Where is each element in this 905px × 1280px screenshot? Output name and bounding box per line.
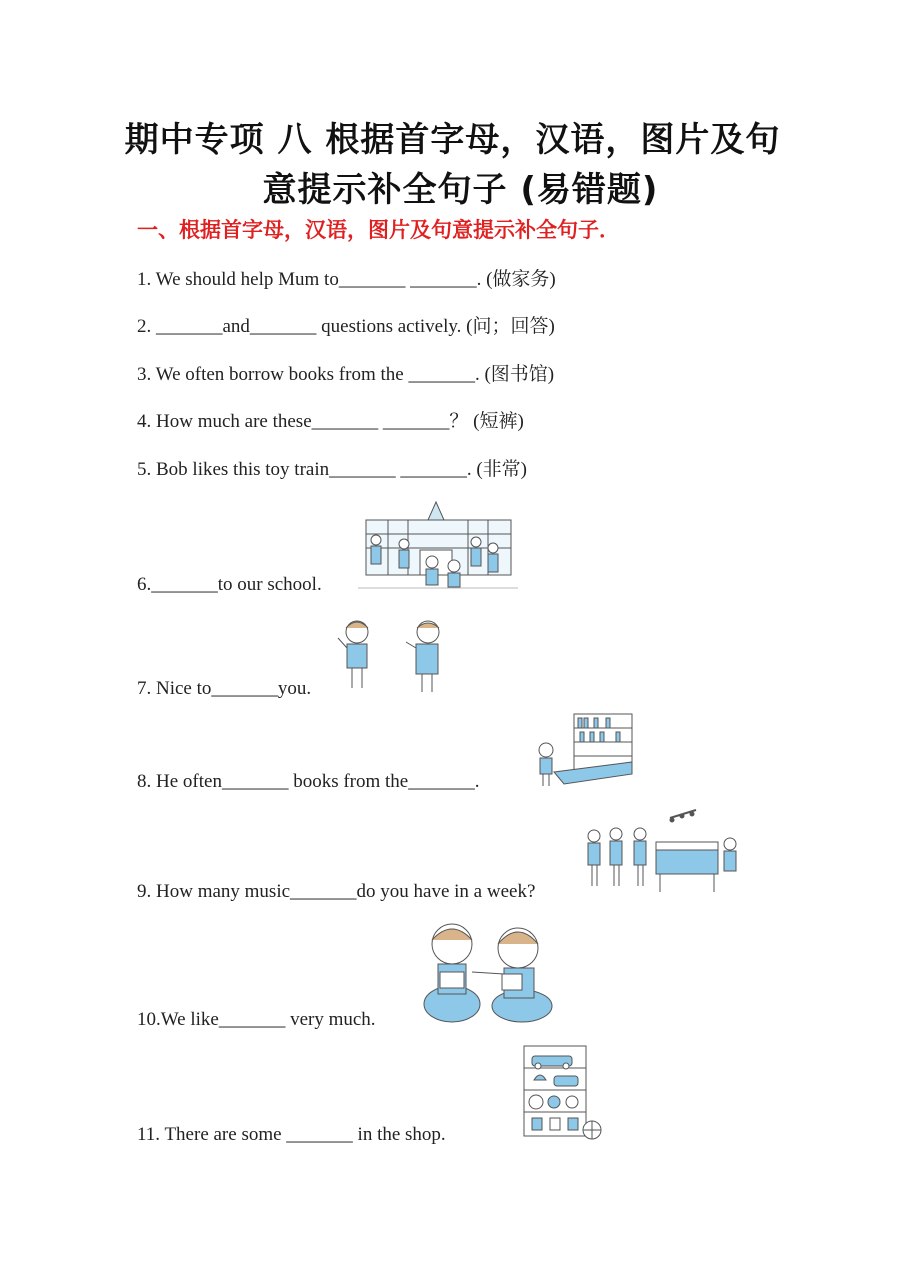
question-10: 10.We like_______ very much. bbox=[137, 1009, 376, 1030]
school-building-illustration bbox=[358, 500, 518, 592]
library-illustration bbox=[534, 710, 638, 794]
worksheet-title-line-1: 期中专项 八 根据首字母，汉语，图片及句 bbox=[124, 120, 781, 160]
music-class-illustration bbox=[584, 806, 752, 896]
toy-shelf-illustration bbox=[520, 1044, 604, 1142]
section-heading: 一、根据首字母，汉语，图片及句意提示补全句子． bbox=[137, 218, 620, 242]
question-11: 11. There are some _______ in the shop. bbox=[137, 1124, 446, 1145]
question-1: 1. We should help Mum to_______ _______. (做家务) bbox=[137, 269, 556, 290]
question-2: 2. _______and_______ questions actively. (问；回答) bbox=[137, 316, 555, 337]
question-6: 6._______to our school. bbox=[137, 574, 322, 595]
question-5: 5. Bob likes this toy train_______ _______. (非常) bbox=[137, 459, 528, 480]
question-8: 8. He often_______ books from the_______. bbox=[137, 771, 480, 792]
question-3: 3. We often borrow books from the _______. (图书馆) bbox=[137, 364, 555, 385]
question-4: 4. How much are these_______ _______？ (短裤) bbox=[137, 411, 524, 432]
worksheet-title-line-2: 意提示补全句子 (易错题) bbox=[262, 170, 659, 210]
children-reading-illustration bbox=[418, 918, 558, 1026]
question-9: 9. How many music_______do you have in a week? bbox=[137, 881, 536, 902]
greeting-children-illustration bbox=[332, 616, 448, 696]
question-7: 7. Nice to_______you. bbox=[137, 678, 312, 699]
